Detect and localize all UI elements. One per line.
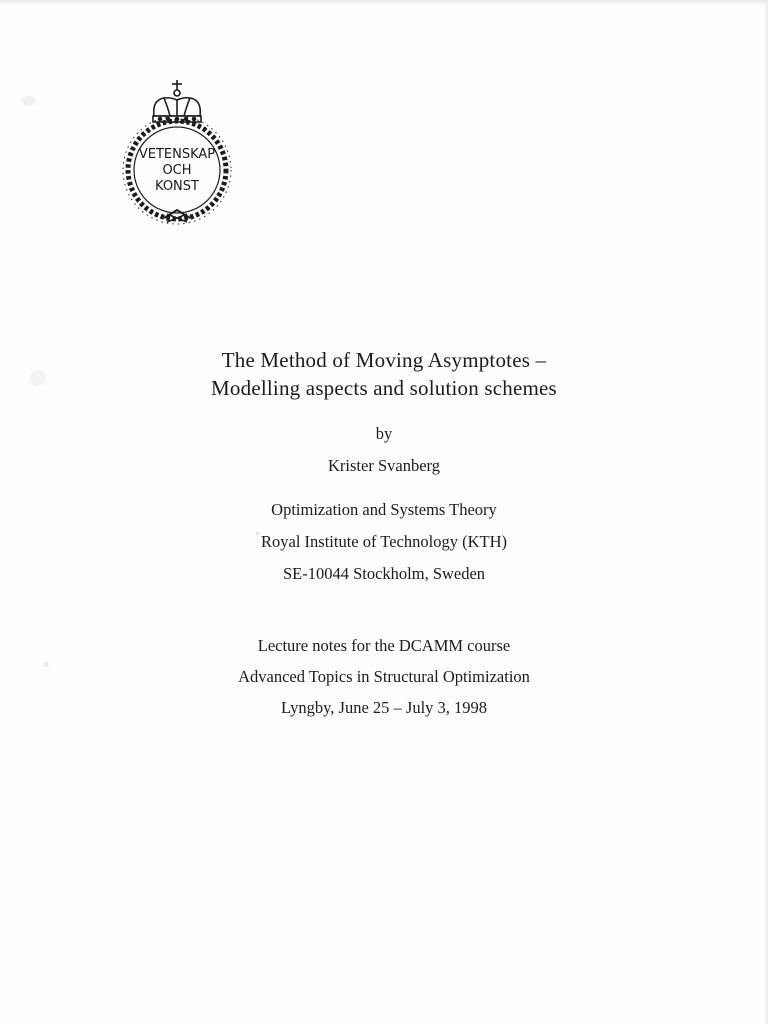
title-line-1: The Method of Moving Asymptotes – <box>221 348 547 372</box>
seal-text-line: OCH <box>162 163 192 178</box>
course-line-2: Advanced Topics in Structural Optimization <box>238 667 530 686</box>
seal-text-line: VETENSKAP <box>138 147 216 162</box>
scan-speck <box>22 96 36 106</box>
title-line-2: Modelling aspects and solution schemes <box>211 376 557 400</box>
course-line-1: Lecture notes for the DCAMM course <box>257 636 511 655</box>
by-label: by <box>375 424 393 443</box>
affiliation-address: SE-10044 Stockholm, Sweden <box>282 564 486 583</box>
author-name: Krister Svanberg <box>328 456 440 475</box>
course-line-3: Lyngby, June 25 – July 3, 1998 <box>280 698 488 717</box>
scan-edge-top <box>0 0 768 6</box>
document-title <box>0 346 768 402</box>
affiliation-institute: Royal Institute of Technology (KTH) <box>261 532 507 551</box>
seal-text-line: KONST <box>155 179 199 194</box>
kth-seal-logo <box>112 78 242 226</box>
affiliation-department: Optimization and Systems Theory <box>271 500 497 519</box>
